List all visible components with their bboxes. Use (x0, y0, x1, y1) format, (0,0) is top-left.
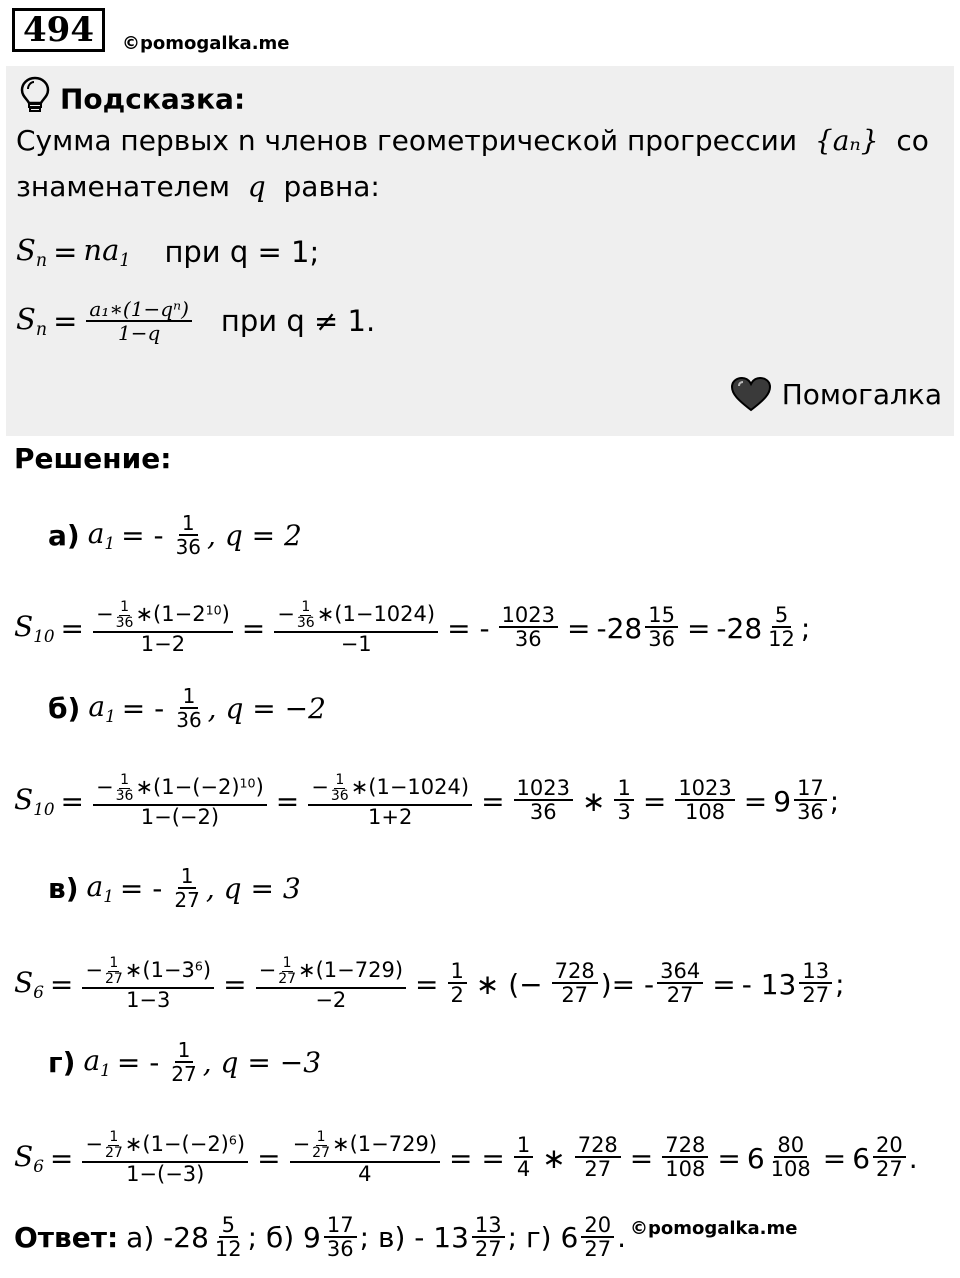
brand-name: Помогалка (781, 377, 942, 411)
part-a-calculation: $S_{10}$ = − $\frac{1}{36}$ $∗(1-2^{10})$ 1−2 = − $\frac{1}{36}$ ∗(1−1024) −1 = - $\frac{1023}{36}$ = -28 $\frac{15}{36}$ = -28 $\frac{5}{12}$ ; (14, 599, 811, 656)
q-symbol: q (247, 170, 266, 203)
sequence-symbol: {aₙ} (814, 124, 879, 157)
hint-box (6, 66, 954, 436)
sum-formula-q-equal-one: $S_n$ = $na_1$ при q = 1; (16, 232, 320, 272)
answer-line: Ответ: а) -28 $\frac{5}{12}$ ; б) 9 $\frac{17}{36}$ ; в) - 13 $\frac{13}{27}$ ; г) 6 $\frac{20}{27}$ . ©pomogalka.me (14, 1213, 798, 1262)
part-v-calculation: $S_6$ = − $\frac{1}{27}$ $∗(1-3^6)$ 1−3 = − $\frac{1}{27}$ ∗(1−729) −2 = $\frac{1}{2}$ ∗ (− $\frac{728}{27}$ )= - $\frac{364}{27}$ = - 13 $\frac{13}{27}$ ; (14, 955, 845, 1012)
formula2-condition: при q ≠ 1. (220, 304, 376, 338)
sum-formula-q-not-one: $S_n$ = $\frac{\text{a₁∗(1−qⁿ)}}{1-q}$ при q ≠ 1. (16, 296, 376, 345)
watermark-bottom: ©pomogalka.me (629, 1218, 798, 1239)
hint-text (16, 118, 946, 210)
sum-fraction: $\frac{\text{a₁∗(1−qⁿ)}}{1-q}$ (86, 299, 192, 344)
heart-icon (730, 376, 772, 412)
part-g-calculation: $S_6$ = − $\frac{1}{27}$ $∗(1-(-2)^6)$ 1−(−3) = − $\frac{1}{27}$ ∗(1−729) 4 = = $\frac{1}{4}$ ∗ $\frac{728}{27}$ = $\frac{728}{108}$ = 6 $\frac{80}{108}$ = 6 $\frac{20}{27}$ . (14, 1129, 918, 1186)
solution-title: Решение: (14, 442, 172, 475)
part-b-calculation: $S_{10}$ = − $\frac{1}{36}$ $∗(1-(-2)^{10})$ 1−(−2) = − $\frac{1}{36}$ ∗(1−1024) 1+2 = $\frac{1023}{36}$ ∗ $\frac{1}{3}$ = $\frac{1023}{108}$ = 9 $\frac{17}{36}$ ; (14, 772, 840, 829)
part-g-condition: г) $a_1$ = - $\frac{1}{27}$ , q = −3 (48, 1037, 322, 1086)
answer-label: Ответ: (14, 1221, 119, 1255)
part-a-condition: а) $a_1$ = - $\frac{1}{36}$ , q = 2 (48, 510, 302, 559)
hint-text-part1: Сумма первых n членов геометрической прогрессии (16, 124, 798, 157)
part-v-condition: в) $a_1$ = - $\frac{1}{27}$ , q = 3 (48, 863, 301, 912)
formula1-condition: при q = 1; (164, 235, 320, 269)
part-b-condition: б) $a_1$ = - $\frac{1}{36}$ , q = −2 (48, 683, 326, 732)
watermark: ©pomogalka.me (122, 33, 290, 54)
problem-number: 494 (12, 8, 105, 52)
hint-text-part2: со знаменателем (16, 124, 929, 203)
brand (730, 376, 942, 412)
hint-title-text: Подсказка: (60, 82, 246, 116)
hint-text-part3: равна: (283, 170, 380, 203)
